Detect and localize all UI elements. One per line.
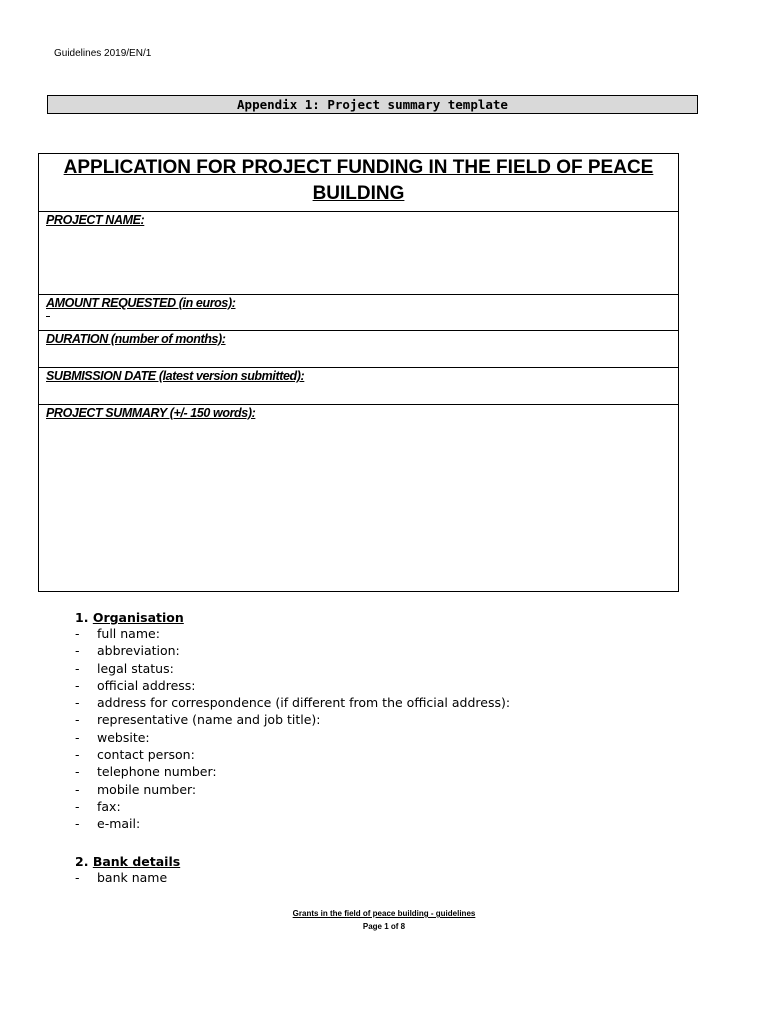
footer-page-number: Page 1 of 8 — [362, 922, 406, 931]
amount-requested-label: AMOUNT REQUESTED (in euros): — [46, 296, 236, 310]
bank-details-items — [75, 869, 180, 886]
form-title-line-2: BUILDING — [312, 183, 405, 204]
footer-guidelines — [0, 909, 768, 918]
project-name-label: PROJECT NAME: — [46, 213, 145, 227]
list-item: - website: — [75, 729, 510, 746]
section-title-text: Bank details — [92, 854, 181, 869]
form-title-line-1: APPLICATION FOR PROJECT FUNDING IN THE FIELD OF PEACE — [63, 157, 654, 178]
list-item: - mobile number: — [75, 781, 510, 798]
section-number: 2. — [75, 854, 89, 869]
application-form-table — [38, 153, 679, 592]
footer-title: Grants in the field of peace building - guidelines — [292, 909, 476, 918]
amount-blank-mark — [46, 316, 50, 317]
list-item: - full name: — [75, 625, 510, 642]
list-item: - bank name — [75, 869, 180, 886]
project-name-field[interactable] — [39, 211, 678, 294]
section-number: 1. — [75, 610, 89, 625]
document-reference: Guidelines 2019/EN/1 — [54, 48, 152, 59]
section-bank-details-title — [75, 854, 180, 869]
list-item: - fax: — [75, 798, 510, 815]
submission-date-field[interactable] — [39, 367, 678, 404]
list-item: - legal status: — [75, 660, 510, 677]
appendix-title-bar: Appendix 1: Project summary template — [47, 95, 698, 114]
project-summary-field[interactable] — [39, 404, 678, 591]
duration-label: DURATION (number of months): — [46, 332, 226, 346]
list-item: - e-mail: — [75, 815, 510, 832]
submission-date-label: SUBMISSION DATE (latest version submitted): — [46, 369, 305, 383]
list-item: - representative (name and job title): — [75, 711, 510, 728]
amount-requested-field[interactable] — [39, 294, 678, 330]
section-title-text: Organisation — [92, 610, 184, 625]
section-bank-details — [75, 854, 180, 886]
project-summary-label: PROJECT SUMMARY (+/- 150 words): — [46, 406, 256, 420]
section-organisation — [75, 610, 510, 833]
list-item: - official address: — [75, 677, 510, 694]
list-item: - telephone number: — [75, 763, 510, 780]
list-item: - address for correspondence (if different from the official address): — [75, 694, 510, 711]
section-organisation-title — [75, 610, 510, 625]
list-item: - abbreviation: — [75, 642, 510, 659]
organisation-items — [75, 625, 510, 833]
form-title — [39, 154, 678, 212]
duration-field[interactable] — [39, 330, 678, 367]
list-item: - contact person: — [75, 746, 510, 763]
